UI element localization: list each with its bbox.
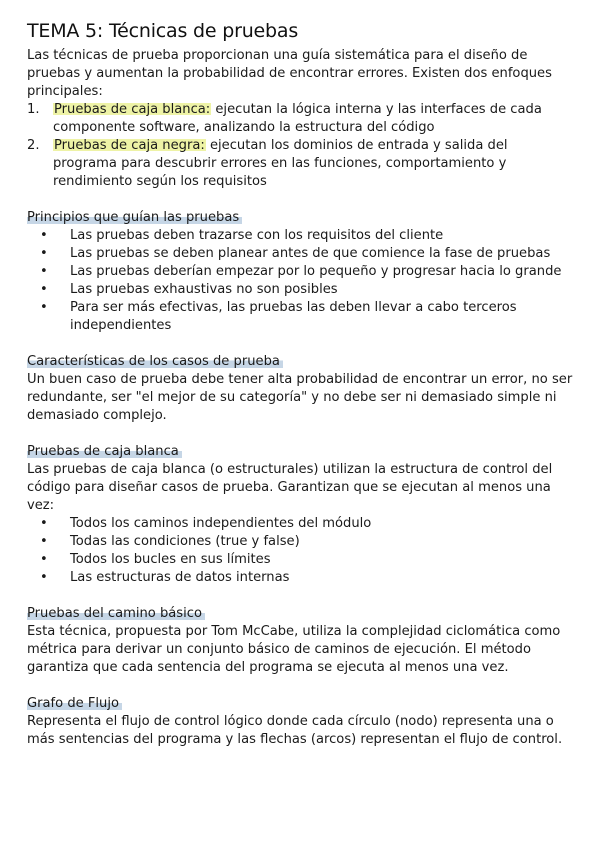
approach-number: 2. [27, 138, 40, 153]
bullet-marker: • [40, 246, 48, 261]
list-item: • Todos los caminos independientes del módulo [40, 516, 372, 531]
section-heading-principios: Principios que guían las pruebas [27, 209, 575, 227]
bullet-marker: • [40, 300, 48, 315]
page-title: TEMA 5: Técnicas de pruebas [27, 20, 299, 42]
list-item: • Todas las condiciones (true y false) [40, 534, 300, 549]
list-item: • Para ser más efectivas, las pruebas las deben llevar a cabo terceros independientes [40, 300, 517, 333]
caracteristicas-paragraph: Un buen caso de prueba debe tener alta probabilidad de encontrar un error, no ser redundante, ser "el mejor de su categoría" y no debe ser ni demasiado simple ni demasiado complejo. [27, 372, 573, 423]
grafo-paragraph: Representa el flujo de control lógico donde cada círculo (nodo) representa una o más sentencias del programa y las flechas (arcos) representan el flujo de control. [27, 714, 563, 747]
list-item: • Las pruebas deberían empezar por lo pequeño y progresar hacia lo grande [40, 264, 562, 279]
list-item: • Todos los bucles en sus límites [40, 552, 271, 567]
camino-basico-paragraph: Esta técnica, propuesta por Tom McCabe, utiliza la complejidad ciclomática como métrica para derivar un conjunto básico de caminos de ejecución. El método garantiza que cada sentencia del programa se ejecuta al menos una vez. [27, 624, 561, 675]
caja-blanca-list [27, 515, 575, 587]
document-page [27, 18, 575, 749]
approach-term-highlight: Pruebas de caja blanca: [54, 102, 211, 117]
list-item: • Las pruebas deben trazarse con los requisitos del cliente [40, 228, 444, 243]
principios-list [27, 227, 575, 335]
bullet-marker: • [40, 570, 48, 585]
list-item: • Las pruebas exhaustivas no son posibles [40, 282, 338, 297]
intro-section [27, 47, 575, 191]
list-item: • Las pruebas se deben planear antes de que comience la fase de pruebas [40, 246, 551, 261]
bullet-marker: • [40, 534, 48, 549]
section-heading-caja-blanca: Pruebas de caja blanca [27, 443, 575, 461]
list-item: • Las estructuras de datos internas [40, 570, 290, 585]
section-heading-camino-basico: Pruebas del camino básico [27, 605, 575, 623]
approach-description: ejecutan la lógica interna y las interfaces de cada componente software, analizando la estructura del código [53, 102, 542, 135]
bullet-marker: • [40, 228, 48, 243]
approach-number: 1. [27, 102, 40, 117]
bullet-marker: • [40, 264, 48, 279]
approach-item [27, 101, 575, 137]
bullet-marker: • [40, 516, 48, 531]
approaches-list [27, 101, 575, 191]
section-heading-caracteristicas: Características de los casos de prueba [27, 353, 575, 371]
section-heading-grafo: Grafo de Flujo [27, 695, 575, 713]
caja-blanca-paragraph: Las pruebas de caja blanca (o estructurales) utilizan la estructura de control del código para diseñar casos de prueba. Garantizan que se ejecutan al menos una vez: [27, 462, 553, 513]
bullet-marker: • [40, 282, 48, 297]
approach-description: ejecutan los dominios de entrada y salida del programa para descubrir errores en las funciones, comportamiento y rendimiento según los requisitos [53, 138, 508, 189]
approach-term-highlight: Pruebas de caja negra: [54, 138, 205, 153]
approach-item [27, 137, 575, 191]
bullet-marker: • [40, 552, 48, 567]
intro-paragraph: Las técnicas de prueba proporcionan una guía sistemática para el diseño de pruebas y aumentan la probabilidad de encontrar errores. Existen dos enfoques principales: [27, 48, 552, 99]
